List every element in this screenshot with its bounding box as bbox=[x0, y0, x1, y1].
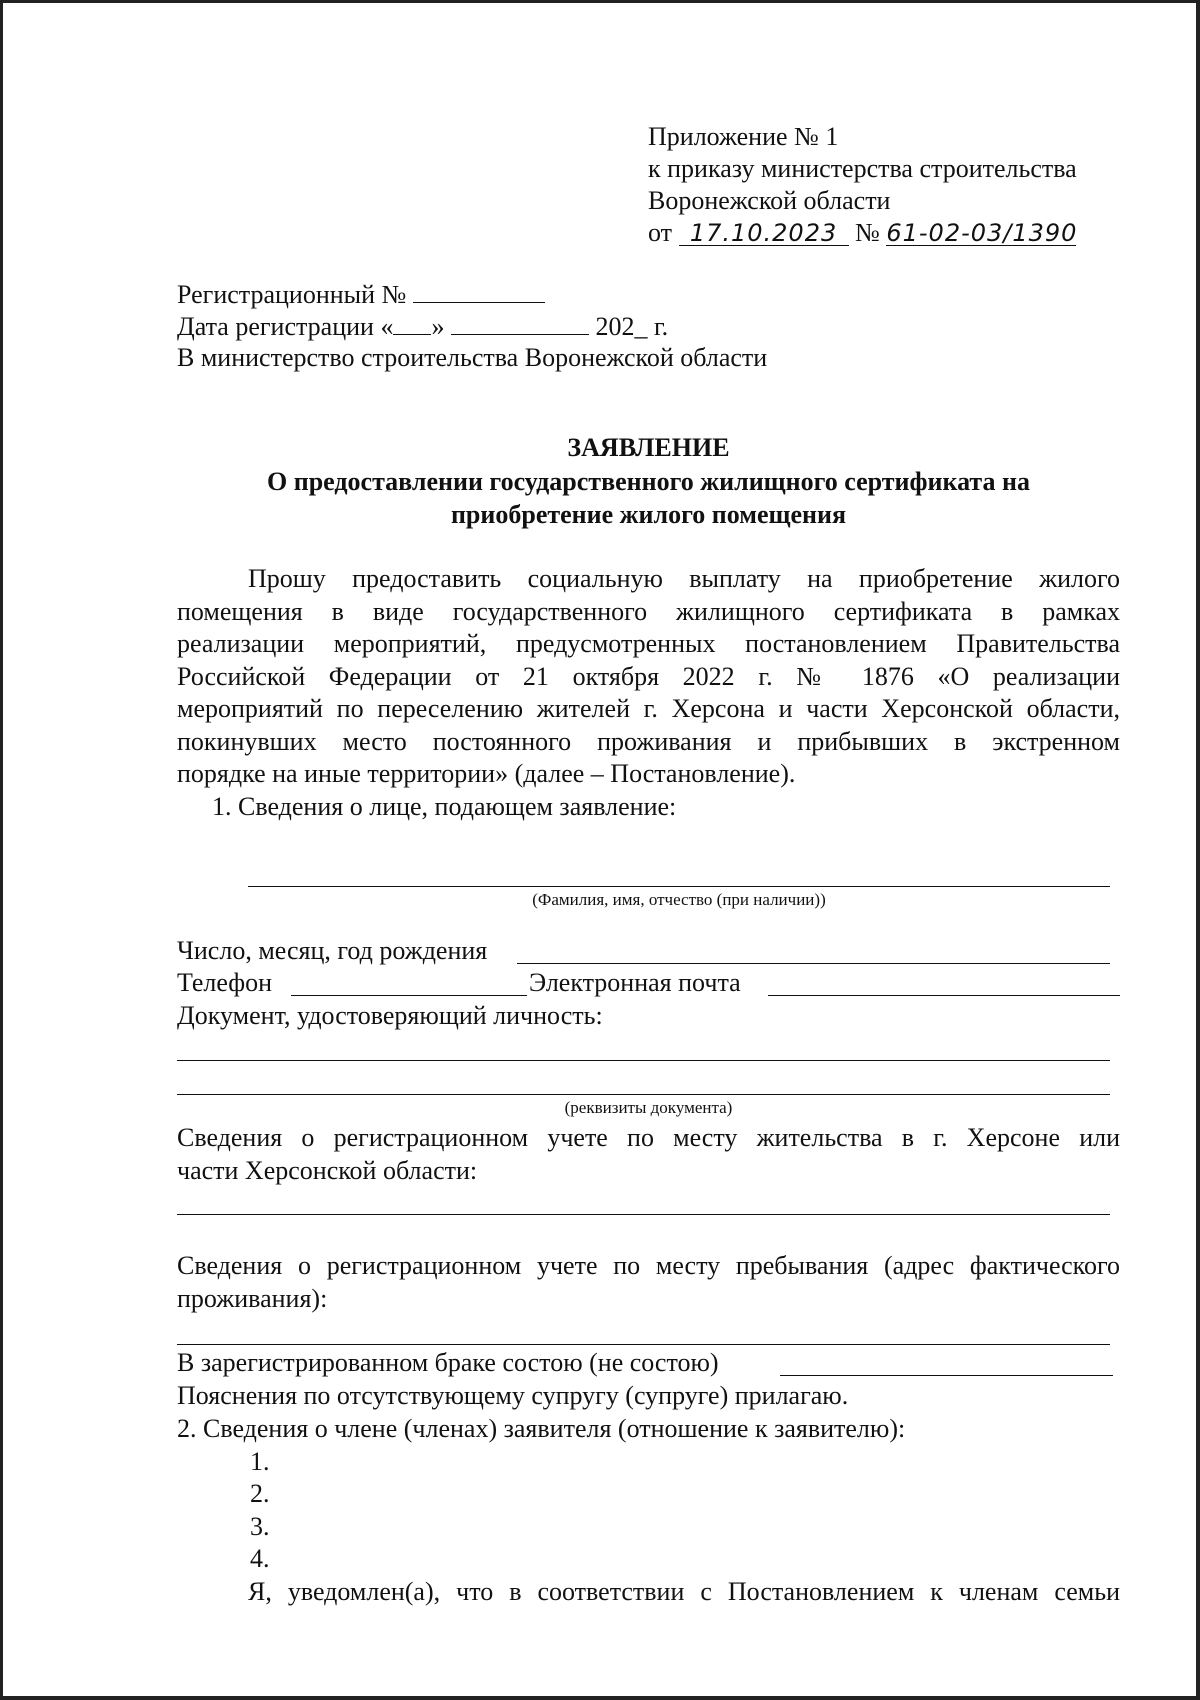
stay-line-2: проживания): bbox=[177, 1284, 328, 1313]
addressee: В министерство строительства Воронежской области bbox=[177, 343, 768, 372]
paragraph-line-2: помещения в виде государственного жилищного сертификата в рамках bbox=[177, 597, 1120, 626]
appendix-line-1: Приложение № 1 bbox=[648, 122, 839, 151]
paragraph-line-4: Российской Федерации от 21 октября 2022 г. № 1876 «О реализации bbox=[177, 662, 1120, 691]
fio-caption: (Фамилия, имя, отчество (при наличии)) bbox=[532, 890, 826, 909]
stay-line bbox=[177, 1344, 1110, 1345]
marriage-line bbox=[780, 1375, 1113, 1376]
birth-date-line bbox=[517, 963, 1110, 964]
appendix-line-3: Воронежской области bbox=[648, 186, 891, 215]
section-2-heading: 2. Сведения о члене (членах) заявителя (отношение к заявителю): bbox=[177, 1414, 906, 1443]
member-2: 2. bbox=[250, 1479, 270, 1508]
registration-date-line bbox=[177, 310, 668, 343]
scan-edge-bottom bbox=[0, 1696, 1200, 1700]
registration-month-blank bbox=[451, 310, 589, 335]
fio-line bbox=[248, 886, 1110, 887]
order-number-handwritten: 61-02-03/1390 bbox=[886, 219, 1078, 247]
notice-line: Я, уведомлен(а), что в соответствии с Постановлением к членам семьи bbox=[248, 1577, 1120, 1606]
email-label: Электронная почта bbox=[529, 968, 741, 997]
document-label: Документ, удостоверяющий личность: bbox=[177, 1001, 603, 1030]
member-4: 4. bbox=[250, 1544, 270, 1573]
document-title: ЗАЯВЛЕНИЕ bbox=[567, 433, 730, 462]
spouse-note: Пояснения по отсутствующему супругу (супруге) прилагаю. bbox=[177, 1381, 849, 1410]
scan-edge-top bbox=[0, 0, 1200, 3]
scan-edge-right bbox=[1196, 0, 1200, 1700]
marriage-label: В зарегистрированном браке состою (не состою) bbox=[177, 1348, 719, 1377]
paragraph-line-7: порядке на иные территории» (далее – Постановление). bbox=[177, 759, 796, 788]
stay-line-1: Сведения о регистрационном учете по месту пребывания (адрес фактического bbox=[177, 1251, 1120, 1280]
birth-date-label: Число, месяц, год рождения bbox=[177, 936, 488, 965]
appendix-order-line bbox=[648, 217, 1076, 249]
document-line-1 bbox=[177, 1060, 1110, 1061]
registration-number-blank bbox=[413, 278, 545, 303]
member-1: 1. bbox=[250, 1447, 270, 1476]
paragraph-line-3: реализации мероприятий, предусмотренных постановлением Правительства bbox=[177, 629, 1120, 658]
phone-line bbox=[291, 995, 527, 996]
paragraph-line-1: Прошу предоставить социальную выплату на приобретение жилого bbox=[248, 564, 1120, 593]
registration-number-line bbox=[177, 278, 545, 311]
document-subtitle-line-2: приобретение жилого помещения bbox=[450, 500, 847, 529]
email-line bbox=[768, 995, 1120, 996]
scan-edge-left bbox=[0, 0, 3, 1700]
registration-date-mid: » bbox=[431, 312, 445, 341]
paragraph-line-6: покинувших место постоянного проживания и прибывших в экстренном bbox=[177, 727, 1120, 756]
registration-number-label: Регистрационный № bbox=[177, 280, 407, 309]
order-from-label: от bbox=[648, 218, 673, 247]
document-line-2 bbox=[177, 1094, 1110, 1095]
document-caption: (реквизиты документа) bbox=[564, 1098, 733, 1117]
paragraph-line-5: мероприятий по переселению жителей г. Херсона и части Херсонской области, bbox=[177, 694, 1120, 723]
residence-line bbox=[177, 1214, 1110, 1215]
document-subtitle-line-1: О предоставлении государственного жилищного сертификата на bbox=[267, 467, 1030, 496]
appendix-line-2: к приказу министерства строительства bbox=[648, 154, 1077, 183]
residence-line-2: части Херсонской области: bbox=[177, 1156, 478, 1185]
member-3: 3. bbox=[250, 1512, 270, 1541]
order-number-label: № bbox=[855, 218, 880, 247]
order-date-handwritten: 17.10.2023 bbox=[679, 217, 849, 246]
registration-date-label: Дата регистрации « bbox=[177, 312, 394, 341]
phone-label: Телефон bbox=[177, 968, 273, 997]
residence-line-1: Сведения о регистрационном учете по месту жительства в г. Херсоне или bbox=[177, 1123, 1120, 1152]
section-1-heading: 1. Сведения о лице, подающем заявление: bbox=[212, 792, 677, 821]
registration-year: 202_ г. bbox=[595, 312, 669, 341]
registration-day-blank bbox=[393, 310, 431, 335]
